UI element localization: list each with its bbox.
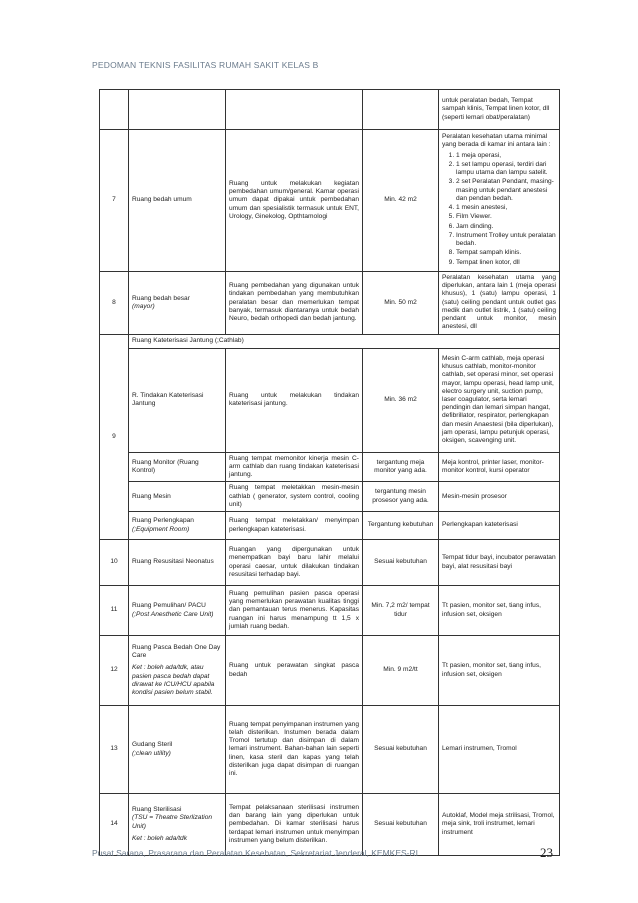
room-name: Ruang bedah besar: [132, 294, 190, 302]
room-name: Gudang Steril: [132, 741, 173, 749]
cell-no: 9: [100, 334, 129, 539]
cell-equip: Lemari instrumen, Tromol: [439, 706, 560, 794]
cell-no: 13: [100, 706, 129, 794]
cell-room: [129, 272, 226, 335]
cell-desc: Ruang untuk melakukan tindakan kateterisasi jantung.: [226, 348, 363, 452]
table-row: [100, 452, 560, 482]
room-note: Ket : boleh ada/tdk: [132, 834, 187, 842]
cell-room: Ruang bedah umum: [129, 130, 226, 272]
cell-std: tergantung meja monitor yang ada.: [363, 452, 439, 482]
cell-equip: Tt pasien, monitor set, tiang infus, infusion set, oksigen: [439, 586, 560, 636]
table-row: [100, 636, 560, 706]
cell-equip: Peralatan kesehatan utama yang diperlukan, antara lain 1 (meja operasi khusus), 1 (satu) lampu operasi, 1 (satu) ceiling pendant untuk outlet gas medik dan outlet listrik, 1 (satu) ceiling pendant untuk monitor, mesin anestesi, dll: [439, 272, 560, 335]
cell-no: [100, 90, 129, 130]
cell-desc: Ruang tempat meletakkan/ menyimpan perlengkapan kateterisasi.: [226, 512, 363, 540]
page-footer: Pusat Sarana, Prasarana dan Peralatan Kesehatan, Sekretariat Jenderal, KEMKES-RI: [92, 848, 419, 858]
cell-no: 11: [100, 586, 129, 636]
room-subtitle: (;Equipment Room): [132, 525, 190, 533]
table-row: [100, 540, 560, 586]
cell-room: [129, 586, 226, 636]
room-requirements-table: [99, 89, 560, 856]
cell-desc: Ruang tempat memonitor kinerja mesin C-arm cathlab dan ruang tindakan kateterisasi jantung.: [226, 452, 363, 482]
cell-desc: Ruang untuk perawatan singkat pasca bedah: [226, 636, 363, 706]
room-name: Ruang Sterilisasi: [132, 806, 182, 814]
cell-room: Ruang Resusitasi Neonatus: [129, 540, 226, 586]
cell-room: R. Tindakan Kateterisasi Jantung: [129, 348, 226, 452]
cell-std: Min. 7,2 m2/ tempat tidur: [363, 586, 439, 636]
table-row: [100, 272, 560, 335]
list-item: 9. Tempat linen kotor, dll: [456, 259, 556, 267]
room-subtitle: (mayor): [132, 302, 155, 310]
table-row: [100, 348, 560, 452]
cell-equip: Autoklaf, Model meja strilisasi, Tromol, meja sink, troli instrumet, lemari instrument: [439, 794, 560, 856]
cell-std: [363, 90, 439, 130]
cell-room: [129, 636, 226, 706]
table-row: [100, 334, 560, 348]
cell-equip: [439, 130, 560, 272]
list-item: 7. Instrument Trolley untuk peralatan bedah.: [456, 232, 556, 248]
cell-desc: Ruang tempat penyimpanan instrumen yang telah disterilkan. Instumen berada dalam Tromol tertutup dan disimpan di dalam lemari instrument. Bahan-bahan lain seperti linen, kasa steril dan kapas yang telah disterilkan juga dapat disimpan di ruangan ini.: [226, 706, 363, 794]
page-number: 23: [540, 845, 553, 860]
list-item: 1. 1 meja operasi,: [456, 152, 556, 160]
cell-equip: Perlengkapan kateterisasi: [439, 512, 560, 540]
cell-std: Min. 9 m2/tt: [363, 636, 439, 706]
list-item: 3. 2 set Peralatan Pendant, masing-masing untuk pendant anestesi dan pendan bedah.: [456, 178, 556, 203]
room-note: Ket : boleh ada/tdk, atau pasien pasca bedah dapat dirawat ke ICU/HCU apabila kondisi pasien belum stabil.: [132, 664, 215, 697]
cell-equip: Mesin C-arm cathlab, meja operasi khusus cathlab, monitor-monitor cathlab, set operasi minor, set operasi mayor, lampu operasi, head lamp unit, electro surgery unit, suction pump, laser coagulator, serta lemari pendingin dan lemari simpan hangat, defibrillator, respirator, perlengkapan dan mesin Anaestesi (bila diperlukan), jam operasi, lampu petunjuk operasi, oksigen, scavenging unit.: [439, 348, 560, 452]
cell-equip: Tempat tidur bayi, incubator perawatan bayi, alat resusitasi bayi: [439, 540, 560, 586]
cell-room: [129, 90, 226, 130]
cell-desc: Ruangan yang dipergunakan untuk menempatkan bayi baru lahir melalui operasi caesar, untuk dilakukan tindakan resusitasi terhadap bayi.: [226, 540, 363, 586]
cell-desc: Ruang pembedahan yang digunakan untuk tindakan pembedahan yang membutuhkan peralatan besar dan memerlukan tempat banyak, termasuk diantaranya untuk bedah Neuro, bedah orthopedi dan bedah jantung.: [226, 272, 363, 335]
room-subtitle: (TSU = Theatre Sterlization Unit): [132, 814, 213, 830]
cell-desc: Ruang pemulihan pasien pasca operasi yang memerlukan perawatan kualitas tinggi dan pemantauan terus menerus. Kapasitas ruangan ini harus menampung tt 1,5 x jumlah ruang bedah.: [226, 586, 363, 636]
cell-room: [129, 512, 226, 540]
room-name: Ruang Pasca Bedah One Day Care: [132, 643, 221, 660]
cell-std: Sesuai kebutuhan: [363, 706, 439, 794]
cell-no: 10: [100, 540, 129, 586]
cell-std: Min. 50 m2: [363, 272, 439, 335]
cell-desc: Ruang untuk melakukan kegiatan pembedahan umum/general. Kamar operasi umum dapat dipakai untuk pembedahan umum dan spesialistik termasuk untuk ENT, Urology, Ginekolog, Opthtamologi: [226, 130, 363, 272]
room-name: Ruang Perlengkapan: [132, 517, 194, 525]
list-item: 2. 1 set lampu operasi, terdiri dari lampu utama dan lampu satelit.: [456, 161, 556, 177]
page-header: PEDOMAN TEKNIS FASILITAS RUMAH SAKIT KELAS B: [92, 60, 319, 70]
cell-room: [129, 706, 226, 794]
list-item: 5. Film Viewer.: [456, 213, 556, 221]
cell-std: tergantung mesin prosesor yang ada.: [363, 482, 439, 512]
list-item: 4. 1 mesin anestesi,: [456, 204, 556, 212]
cell-equip: Mesin-mesin prosesor: [439, 482, 560, 512]
cell-room: [129, 794, 226, 856]
cell-room: Ruang Monitor (Ruang Kontrol): [129, 452, 226, 482]
group-heading: Ruang Kateterisasi Jantung (;Cathlab): [129, 334, 560, 348]
table-row: [100, 586, 560, 636]
cell-equip: Meja kontrol, printer laser, monitor-monitor kontrol, kursi operator: [439, 452, 560, 482]
cell-desc: Ruang tempat meletakkan mesin-mesin cathlab ( generator, system control, cooling unit): [226, 482, 363, 512]
cell-room: Ruang Mesin: [129, 482, 226, 512]
cell-std: Min. 42 m2: [363, 130, 439, 272]
list-item: 6. Jam dinding.: [456, 223, 556, 231]
cell-equip: untuk peralatan bedah, Tempat sampah klinis, Tempat linen kotor, dll (seperti lemari obat/peralatan): [439, 90, 560, 130]
cell-std: Sesuai kebutuhan: [363, 794, 439, 856]
table-row: [100, 90, 560, 130]
cell-desc: [226, 90, 363, 130]
table-row: [100, 706, 560, 794]
cell-no: 8: [100, 272, 129, 335]
room-name: Ruang Pemulihan/ PACU: [132, 602, 206, 610]
cell-no: 14: [100, 794, 129, 856]
cell-std: Tergantung kebutuhan: [363, 512, 439, 540]
table-row: [100, 482, 560, 512]
cell-std: Min. 36 m2: [363, 348, 439, 452]
equip-intro: Peralatan kesehatan utama minimal yang berada di kamar ini antara lain :: [442, 133, 551, 149]
cell-no: 12: [100, 636, 129, 706]
cell-equip: Tt pasien, monitor set, tiang infus, infusion set, oksigen: [439, 636, 560, 706]
cell-desc: Tempat pelaksanaan sterilisasi instrumen dan barang lain yang diperlukan untuk pembedahan. Di kamar sterilisasi harus terdapat lemari instrumen untuk menyimpan instrumen yang belum disterilkan.: [226, 794, 363, 856]
room-subtitle: (;Post Anesthetic Care Unit): [132, 610, 214, 618]
cell-std: Sesuai kebutuhan: [363, 540, 439, 586]
table-row: [100, 130, 560, 272]
table-row: [100, 512, 560, 540]
cell-no: 7: [100, 130, 129, 272]
room-subtitle: (;clean utility): [132, 749, 171, 757]
table-row: [100, 794, 560, 856]
equipment-list: [442, 152, 556, 267]
list-item: 8. Tempat sampah klinis.: [456, 249, 556, 257]
